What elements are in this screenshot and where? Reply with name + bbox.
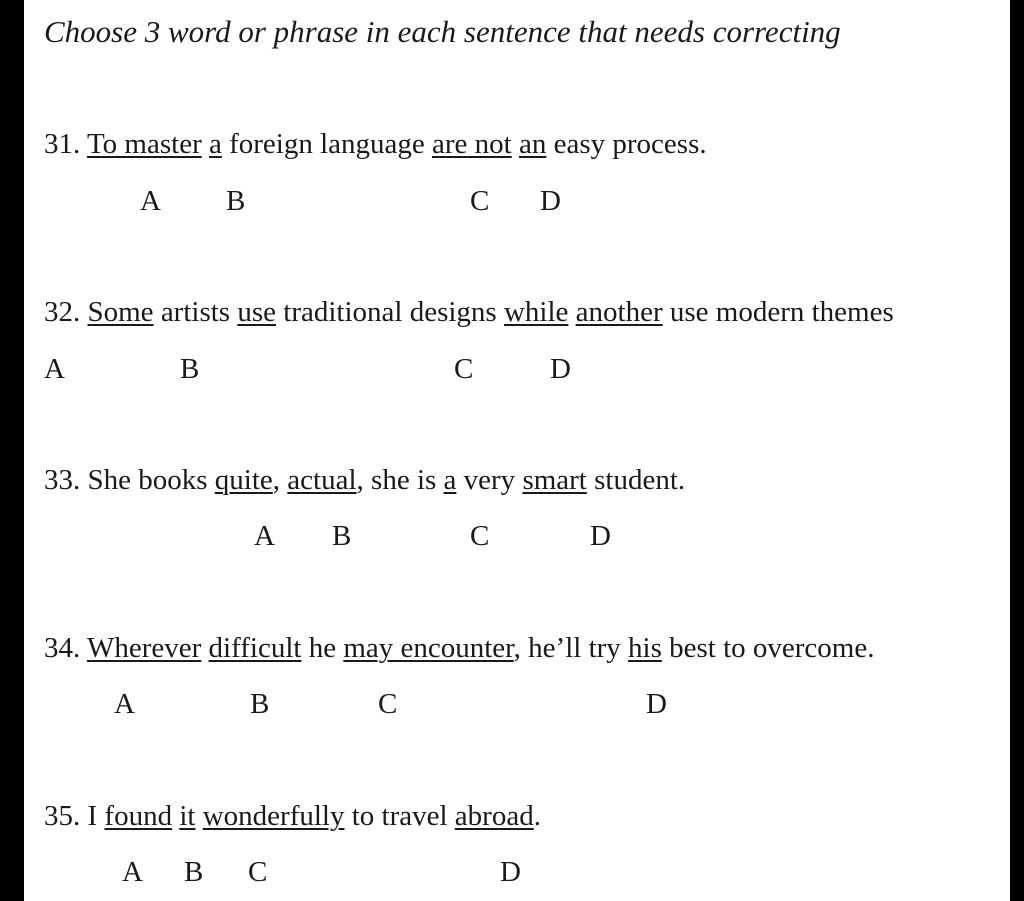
question-35-underline-b: it bbox=[179, 800, 196, 832]
question-32-underline-d: another bbox=[575, 296, 663, 328]
question-33-label-d: D bbox=[590, 520, 611, 552]
question-35-label-c: C bbox=[248, 856, 268, 888]
question-33-seg-2: , bbox=[272, 464, 288, 496]
question-35-underline-a: found bbox=[104, 800, 173, 832]
question-31-seg-0: 31. bbox=[44, 128, 87, 160]
question-31-label-b: B bbox=[226, 185, 246, 217]
question-34-underline-d: his bbox=[628, 632, 662, 664]
question-32-seg-4: traditional designs bbox=[276, 296, 504, 328]
question-33-label-c: C bbox=[470, 520, 490, 552]
question-33-underline-d: smart bbox=[522, 464, 587, 496]
question-34-sentence bbox=[44, 632, 874, 665]
question-33-sentence bbox=[44, 464, 685, 497]
question-35-underline-d: abroad bbox=[454, 800, 534, 832]
question-31-seg-6 bbox=[512, 128, 519, 160]
question-33-underline-a: quite bbox=[214, 464, 273, 496]
question-35-seg-6: to travel bbox=[344, 800, 455, 832]
question-32-label-b: B bbox=[180, 353, 200, 385]
question-33-seg-8: student. bbox=[586, 464, 686, 496]
question-31-underline-c: are not bbox=[432, 128, 512, 160]
question-33-underline-b: actual bbox=[287, 464, 357, 496]
question-31-label-c: C bbox=[470, 185, 490, 217]
question-34-label-a: A bbox=[114, 688, 135, 720]
question-32-seg-6 bbox=[568, 296, 575, 328]
question-34-seg-8: best to overcome. bbox=[661, 632, 875, 664]
question-31-label-d: D bbox=[540, 185, 561, 217]
question-34-seg-6: , he’ll try bbox=[513, 632, 629, 664]
question-32-seg-8: use modern themes bbox=[662, 296, 894, 328]
question-35-seg-8: . bbox=[533, 800, 541, 832]
question-32-underline-b: use bbox=[237, 296, 277, 328]
question-34-underline-b: difficult bbox=[208, 632, 302, 664]
question-32-sentence bbox=[44, 296, 894, 329]
question-31-underline-d: an bbox=[519, 128, 547, 160]
worksheet bbox=[24, 0, 1010, 901]
question-33-seg-6: very bbox=[456, 464, 523, 496]
question-34-label-d: D bbox=[646, 688, 667, 720]
question-32-label-a: A bbox=[44, 353, 65, 385]
question-33-seg-4: , she is bbox=[356, 464, 444, 496]
question-31-underline-b: a bbox=[208, 128, 222, 160]
question-34-seg-4: he bbox=[301, 632, 344, 664]
question-31-label-a: A bbox=[140, 185, 161, 217]
question-34-label-b: B bbox=[250, 688, 270, 720]
question-35-label-b: B bbox=[184, 856, 204, 888]
question-34-label-c: C bbox=[378, 688, 398, 720]
question-35-sentence bbox=[44, 800, 541, 833]
question-33-label-b: B bbox=[332, 520, 352, 552]
question-33-label-a: A bbox=[254, 520, 275, 552]
question-35-label-a: A bbox=[122, 856, 143, 888]
question-34-seg-0: 34. bbox=[44, 632, 87, 664]
question-31-seg-2 bbox=[202, 128, 209, 160]
question-31-seg-8: easy process. bbox=[546, 128, 707, 160]
question-31-seg-4: foreign language bbox=[221, 128, 433, 160]
question-34-seg-2 bbox=[201, 632, 208, 664]
question-33-underline-c: a bbox=[443, 464, 457, 496]
question-32-seg-2: artists bbox=[153, 296, 238, 328]
instruction-heading: Choose 3 word or phrase in each sentence that needs correcting bbox=[44, 14, 841, 49]
question-32-seg-0: 32. bbox=[44, 296, 88, 328]
question-35-label-d: D bbox=[500, 856, 521, 888]
question-32-underline-c: while bbox=[503, 296, 569, 328]
question-32-label-d: D bbox=[550, 353, 571, 385]
question-32-underline-a: Some bbox=[87, 296, 154, 328]
question-34-underline-a: Wherever bbox=[86, 632, 202, 664]
question-33-seg-0: 33. She books bbox=[44, 464, 215, 496]
question-31-sentence bbox=[44, 128, 707, 161]
question-35-seg-0: 35. I bbox=[44, 800, 105, 832]
question-31-underline-a: To master bbox=[86, 128, 202, 160]
question-34-underline-c: may encounter bbox=[343, 632, 514, 664]
question-35-underline-c: wonderfully bbox=[202, 800, 345, 832]
question-32-label-c: C bbox=[454, 353, 474, 385]
question-35-seg-4 bbox=[195, 800, 202, 832]
